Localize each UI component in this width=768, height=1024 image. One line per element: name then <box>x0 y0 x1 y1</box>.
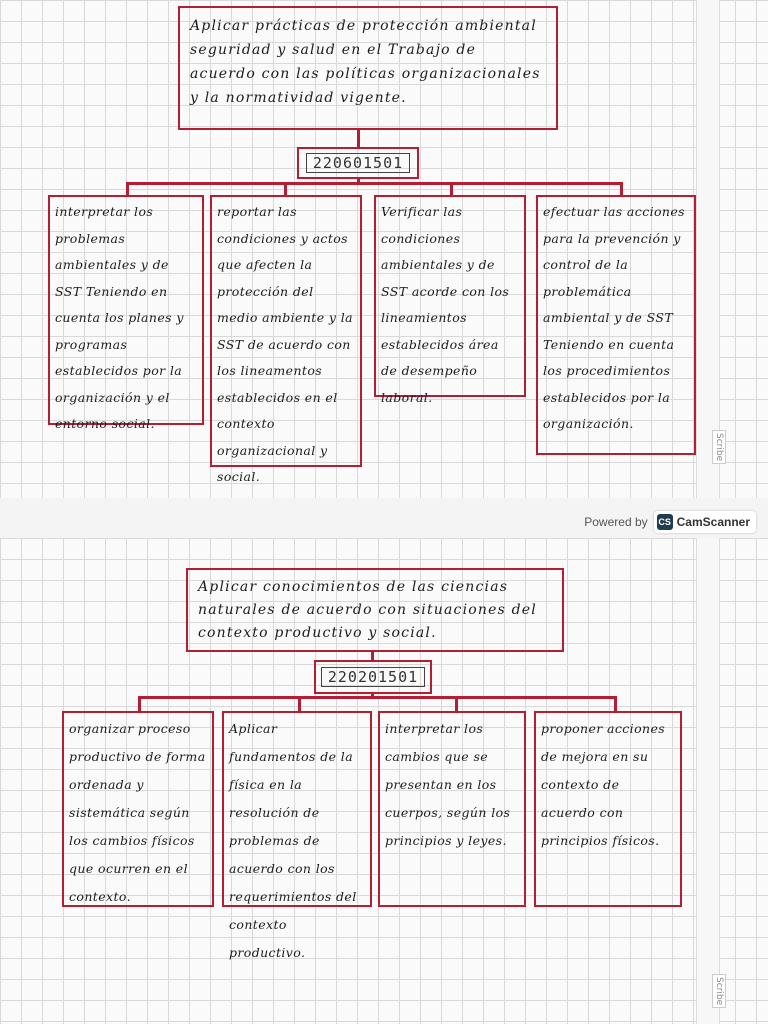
camscanner-watermark <box>584 511 756 533</box>
scanned-page-2 <box>0 538 768 1024</box>
result-text-1: organizar proceso productivo de forma ordenada y sistemática según los cambios físicos que ocurren en el contexto. <box>69 721 206 904</box>
page-edge-strip <box>696 538 720 1024</box>
result-text-2: Aplicar fundamentos de la física en la resolución de problemas de acuerdo con los requerimientos del contexto productivo. <box>229 721 357 960</box>
tree-branch-line <box>138 696 616 699</box>
scanned-page-1 <box>0 0 768 498</box>
result-text-3: interpretar los cambios que se presentan en los cuerpos, según los principios y leyes. <box>385 721 511 848</box>
competency-code: 220601501 <box>306 153 410 173</box>
connector-line <box>138 696 141 712</box>
result-box-3 <box>374 195 526 405</box>
tree-branch-line <box>126 182 622 185</box>
competency-title-box <box>178 6 558 130</box>
result-box-4 <box>534 711 682 907</box>
competency-code: 220201501 <box>321 667 425 687</box>
page-edge-strip <box>696 0 720 498</box>
competency-title: Aplicar prácticas de protección ambiental seguridad y salud en el Trabajo de acuerdo con las políticas organizacionales y la normatividad vigente. <box>190 18 541 106</box>
camscanner-badge <box>654 511 756 533</box>
powered-by-text: Powered by <box>584 515 648 529</box>
connector-line <box>284 182 287 196</box>
result-box-1 <box>62 711 214 907</box>
result-text-3: Verificar las condiciones ambientales y de SST acorde con los lineamientos establecidos área de desempeño laboral. <box>381 204 510 405</box>
result-text-4: efectuar las acciones para la prevención y control de la problemática ambiental y de SST Teniendo en cuenta los procedimientos establecidos por la organización. <box>543 204 685 431</box>
result-text-2: reportar las condiciones y actos que afecten la protección del medio ambiente y la SST de acuerdo con los lineamentos establecidos en el contexto organizacional y social. <box>217 204 353 484</box>
connector-line <box>450 182 453 196</box>
connector-line <box>455 696 458 712</box>
connector-line <box>620 182 623 196</box>
competency-code-box <box>297 147 419 179</box>
connector-line <box>126 182 129 196</box>
scribe-label: Scribe <box>714 433 724 462</box>
result-box-2 <box>222 711 372 960</box>
result-box-4 <box>536 195 696 455</box>
camscanner-logo-icon: CS <box>657 514 673 530</box>
competency-code-box <box>314 660 432 694</box>
connector-line <box>357 130 360 148</box>
camscanner-brand: CamScanner <box>676 515 750 529</box>
connector-line <box>298 696 301 712</box>
scribe-tab <box>712 430 726 464</box>
scribe-label: Scribe <box>714 977 724 1006</box>
result-text-1: interpretar los problemas ambientales y de SST Teniendo en cuenta los planes y programas establecidos por la organización y el entorno social. <box>55 204 184 431</box>
result-text-4: proponer acciones de mejora en su contexto de acuerdo con principios físicos. <box>541 721 666 848</box>
connector-line <box>614 696 617 712</box>
result-box-2 <box>210 195 362 484</box>
result-box-1 <box>48 195 204 431</box>
competency-title-box <box>186 568 564 652</box>
result-box-3 <box>378 711 526 907</box>
scribe-tab <box>712 974 726 1008</box>
competency-title: Aplicar conocimientos de las ciencias naturales de acuerdo con situaciones del contexto productivo y social. <box>198 579 537 641</box>
